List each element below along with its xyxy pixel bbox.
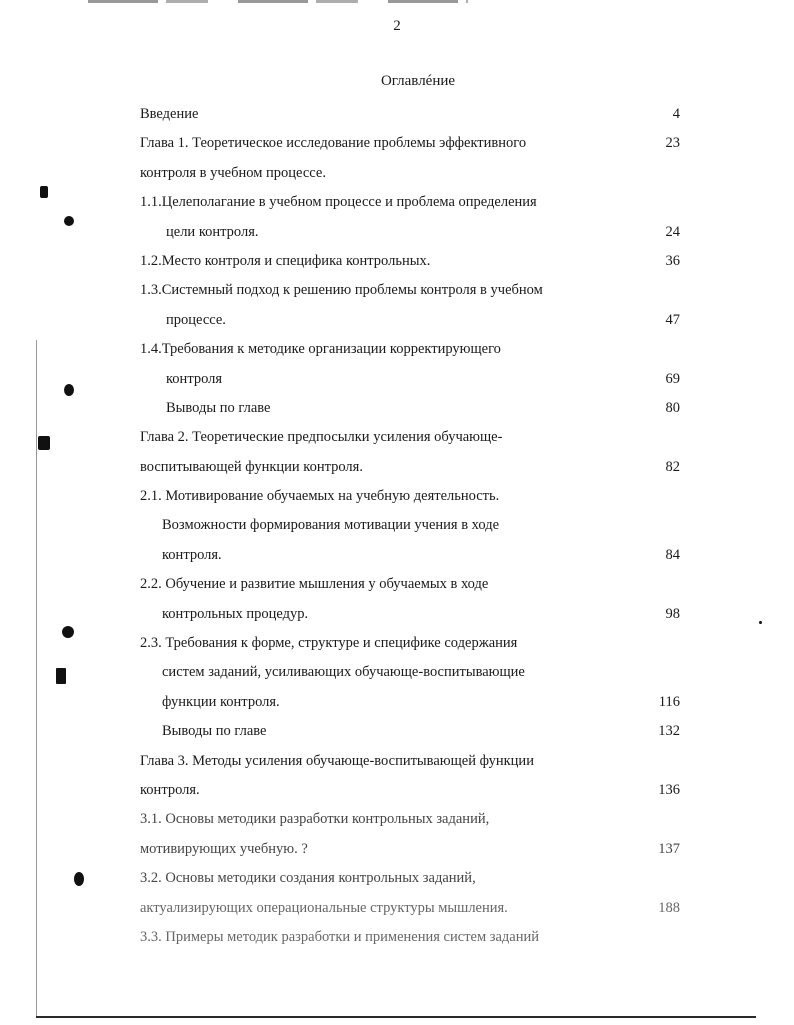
toc-line-chapter-3-cont <box>140 776 680 805</box>
toc-entry-text: 3.3. Примеры методик разработки и применения систем заданий <box>140 928 540 945</box>
toc-line-section-2-3 <box>140 629 680 658</box>
scan-speck <box>40 186 48 198</box>
toc-entry-text: Выводы по главе <box>166 399 271 416</box>
toc-entry-text: 1.4.Требования к методике организации корректирующего <box>140 341 501 358</box>
toc-line-section-3-2 <box>140 864 680 893</box>
toc-line-chapter-2-conclusions <box>140 717 680 746</box>
toc-line-section-1-2 <box>140 247 680 276</box>
toc-line-section-1-4 <box>140 335 680 364</box>
toc-line-section-3-1-cont <box>140 835 680 864</box>
toc-entry-text: Глава 2. Теоретические предпосылки усиления обучающе- <box>140 429 503 446</box>
toc-line-section-1-1-cont <box>140 218 680 247</box>
toc-page-number: 132 <box>658 723 680 740</box>
toc-entry-text: 2.3. Требования к форме, структуре и специфике содержания <box>140 635 518 652</box>
toc-page-number: 4 <box>672 106 680 122</box>
toc-page-number: 80 <box>665 399 680 416</box>
toc-entry-text: Выводы по главе <box>162 723 267 740</box>
toc-entry-text: воспитывающей функции контроля. <box>140 458 363 475</box>
table-of-contents <box>140 100 680 952</box>
scan-speck <box>56 668 66 684</box>
toc-page-number: 116 <box>658 693 680 710</box>
toc-page-number: 24 <box>665 223 680 240</box>
toc-page-number: 98 <box>665 605 680 622</box>
scan-speck <box>64 216 74 226</box>
toc-line-section-3-3 <box>140 923 680 952</box>
toc-entry-text: функции контроля. <box>162 693 280 710</box>
toc-line-section-2-2 <box>140 570 680 599</box>
toc-entry-text: систем заданий, усиливающих обучающе-воспитывающие <box>162 664 525 681</box>
toc-line-section-1-1 <box>140 188 680 217</box>
toc-line-chapter-1-conclusions <box>140 394 680 423</box>
scan-speck <box>759 621 762 624</box>
toc-page-number: 137 <box>658 840 680 857</box>
toc-line-section-1-3 <box>140 276 680 305</box>
toc-page-number: 47 <box>665 311 680 328</box>
scan-artifact-left-line <box>36 340 37 1016</box>
toc-entry-text: цели контроля. <box>166 223 259 240</box>
toc-entry-text: контроля <box>166 370 223 387</box>
toc-entry-text: 1.3.Системный подход к решению проблемы контроля в учебном <box>140 282 543 299</box>
toc-entry-text: Возможности формирования мотивации учения в ходе <box>162 517 500 534</box>
toc-line-section-2-3-cont <box>140 658 680 687</box>
toc-entry-text: контроля. <box>162 546 222 563</box>
toc-entry-text: актуализирующих операциональные структуры мышления. <box>140 899 508 916</box>
toc-line-chapter-2 <box>140 423 680 452</box>
toc-page-number: 136 <box>658 781 680 798</box>
toc-line-section-1-3-cont <box>140 306 680 335</box>
toc-page-number: 23 <box>665 135 680 152</box>
scan-artifact-bottom-line <box>36 1016 756 1018</box>
toc-page-number: 188 <box>658 899 680 916</box>
scan-speck <box>64 384 74 396</box>
toc-line-chapter-3 <box>140 747 680 776</box>
toc-line-section-2-1-cont-2 <box>140 541 680 570</box>
toc-page-number: 69 <box>665 370 680 387</box>
toc-entry-text: Глава 3. Методы усиления обучающе-воспитывающей функции <box>140 752 534 769</box>
toc-entry-text: контроля в учебном процессе. <box>140 164 326 181</box>
toc-page-number: 36 <box>665 252 680 269</box>
toc-line-section-2-1 <box>140 482 680 511</box>
toc-entry-text: контроля. <box>140 781 200 798</box>
toc-line-chapter-2-cont <box>140 453 680 482</box>
toc-line-section-2-1-cont <box>140 511 680 540</box>
scan-artifact-top-line <box>88 0 468 3</box>
toc-title: Оглавлéние <box>380 73 456 89</box>
page-number: 2 <box>393 18 401 34</box>
toc-line-intro <box>140 100 680 129</box>
toc-entry-text: 1.2.Место контроля и специфика контрольных. <box>140 252 431 269</box>
toc-entry-text: 1.1.Целеполагание в учебном процессе и проблема определения <box>140 194 537 211</box>
toc-entry-text: 2.1. Мотивирование обучаемых на учебную деятельность. <box>140 488 500 505</box>
toc-line-section-1-4-cont <box>140 365 680 394</box>
toc-entry-text: 3.1. Основы методики разработки контрольных заданий, <box>140 811 490 828</box>
scan-speck <box>62 626 74 638</box>
toc-entry-text: контрольных процедур. <box>162 605 309 622</box>
toc-entry-text: 3.2. Основы методики создания контрольных заданий, <box>140 870 476 887</box>
toc-entry-text: процессе. <box>166 311 226 328</box>
toc-line-section-3-1 <box>140 805 680 834</box>
toc-entry-text: мотивирующих учебную. ? <box>140 840 308 857</box>
toc-entry-text: 2.2. Обучение и развитие мышления у обучаемых в ходе <box>140 576 489 593</box>
toc-line-chapter-1 <box>140 129 680 158</box>
toc-line-section-3-2-cont <box>140 894 680 923</box>
toc-page-number: 84 <box>665 546 680 563</box>
scan-speck <box>74 872 84 886</box>
scan-speck <box>38 436 50 450</box>
toc-page-number: 82 <box>665 458 680 475</box>
toc-line-section-2-2-cont <box>140 600 680 629</box>
toc-line-chapter-1-cont <box>140 159 680 188</box>
toc-line-section-2-3-cont-2 <box>140 688 680 717</box>
toc-entry-text: Введение <box>140 106 199 122</box>
toc-entry-text: Глава 1. Теоретическое исследование проблемы эффективного <box>140 135 527 152</box>
